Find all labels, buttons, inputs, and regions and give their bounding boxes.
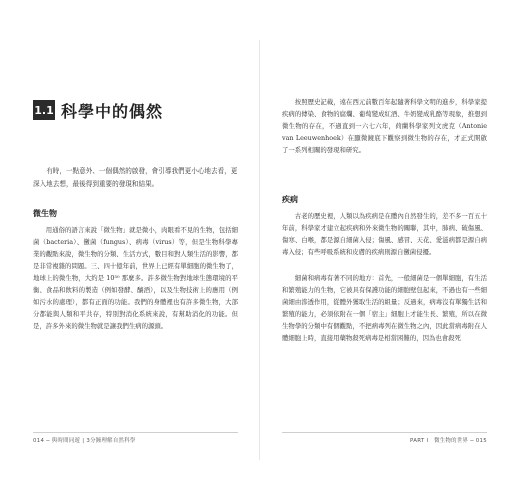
section-heading-microorganisms: 微生物: [33, 209, 57, 218]
microorganisms-paragraph: 用通俗的語言來說「微生物」就是微小，肉眼看不見的生物，包括細菌（bacteria）、黴菌（fungus）、病毒（virus）等，但是生物科學專業的觀點來說，微生物的分類、生活方式，數目和對人類生活的影響，都是非常複雜的問題。三、四十億年前，世界上已經有單細胞的微生物了，地球上的微生物，大約是 10³⁰ 那麼多。許多微生物對地球生態環境的平衡、食品和飲料的製造（例如發酵、釀酒），以及生物技術上的應用（例如污水的處理），都有正面的功能。我們的身體裡也有許多微生物，大部分都能與人類和平共存，特別對消化系統來說，有幫助消化的功能。但是，許多外來的微生物就是讓我們生病的源頭。: [33, 226, 238, 330]
chapter-heading: [33, 99, 163, 121]
chapter-number-badge: 1.1: [33, 100, 55, 120]
left-footer-rule: [33, 432, 238, 433]
right-page-footer: PART Ⅰ 微生物的世界 ─ 015: [410, 438, 487, 444]
microorganisms-body: [33, 224, 238, 332]
disease-paragraph: 古老的歷史裡，人類以為疾病是在體內自然發生的，差不多一百五十年前，科學家才建立起疾病和外來微生物的關聯，其中，肺病、破傷風、傷寒、白喉，都是源自細菌入侵；傷風、感冒、天花、愛滋病都是源自病毒入侵；有些呼吸系統和皮膚的疾病則源自黴菌侵擾。: [282, 212, 487, 256]
bacteria-virus-paragraph: 細菌和病毒有著不同的地方：首先，一般細菌是一個單細胞，有生活和繁殖能力的生物，它被具有保護功能的細胞壁包起來，不過也有一些細菌細由滲透作用，從體外獲取生活的組量；反過來，病毒沒有單獨生活和繁殖的能力，必須依附在一個「宿主」細胞上才能生長、繁殖，所以在微生物學的分類中有個觀點，不把病毒列在微生物之內，因此當病毒附在人體細胞上時，直接用藥物殺死病毒是相當困難的，因為也會殺死: [282, 274, 487, 342]
left-page-footer: 014 ─ 與時間同遊 | 3分鐘理解自然科學: [33, 438, 136, 444]
page-gutter: [259, 40, 260, 460]
right-footer-rule: [282, 432, 487, 433]
bacteria-virus-body: [282, 272, 487, 344]
intro-paragraph: 有時，一點意外、一個偶然的啟發，會引導我們更小心地去看，更深入地去想，最後得到重要的發現和結果。: [33, 167, 238, 188]
history-body: [282, 96, 487, 156]
section-heading-disease: 疾病: [282, 195, 298, 204]
chapter-intro: [33, 165, 238, 191]
disease-body: [282, 210, 487, 258]
history-paragraph: 按照歷史記載，遠在西元前數百年起隨著科學文明的進步，科學家提疾病的傳染、食物的腐爛、葡萄變成紅酒、牛奶變成乳酪等現象，推想到微生物的存在，不過直到一六七六年，荷蘭科學家列文虎克（Antonie van Leeuwenhoek）在顯微鏡底下觀察到微生物的存在，才正式開啟了一系列相關的發現和研究。: [282, 98, 487, 154]
chapter-title: 科學中的偶然: [61, 101, 164, 121]
